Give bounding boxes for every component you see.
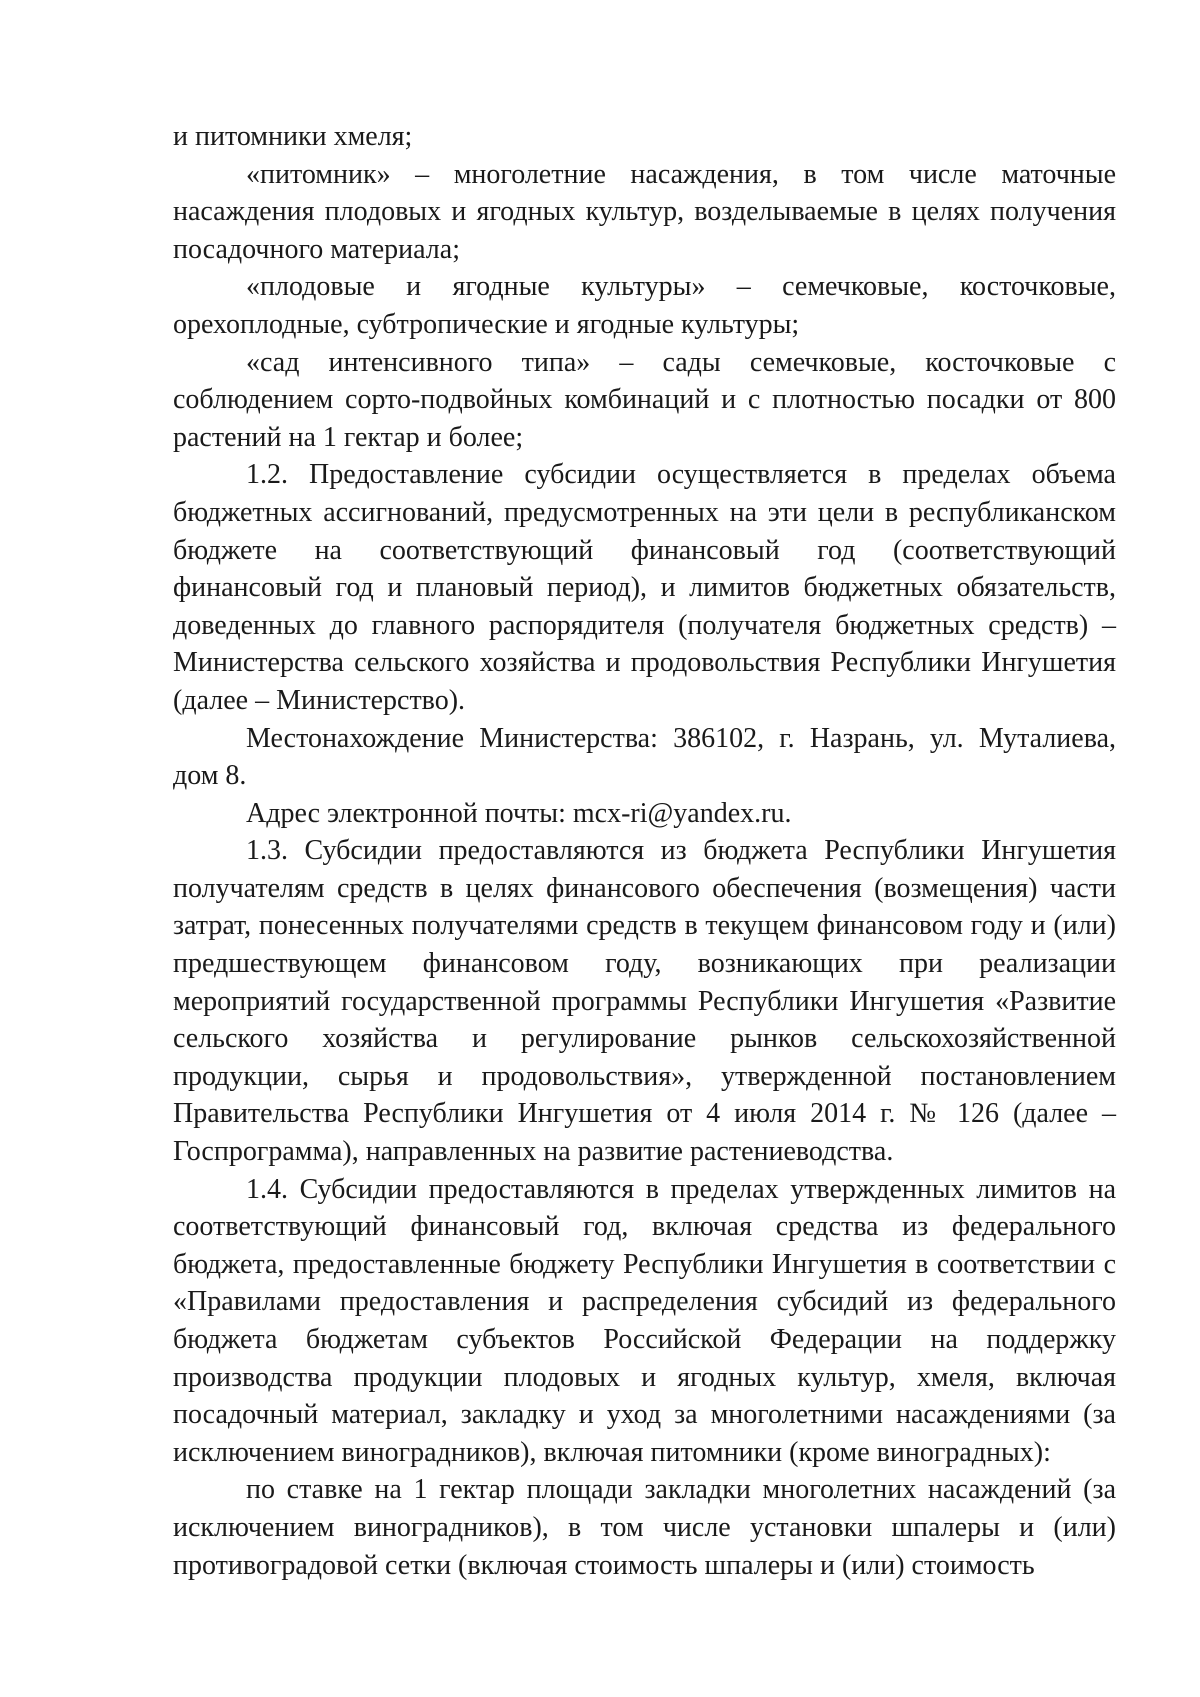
- paragraph-rate-per-hectare: по ставке на 1 гектар площади закладки многолетних насаждений (за исключением виноградников), в том числе установки шпалеры и (или) противоградовой сетки (включая стоимость шпалеры и (или) стоимость: [173, 1474, 1116, 1581]
- paragraph-section-1-4: 1.4. Субсидии предоставляются в пределах утвержденных лимитов на соответствующий финансовый год, включая средства из федерального бюджета, предоставленные бюджету Республики Ингушетия в соответствии с «Правилами предоставления и распределения субсидий из федерального бюджета бюджетам субъектов Российской Федерации на поддержку производства продукции плодовых и ягодных культур, хмеля, включая посадочный материал, закладку и уход за многолетними насаждениями (за исключением виноградников), включая питомники (кроме виноградных):: [173, 1173, 1116, 1468]
- paragraph-hop-nurseries: и питомники хмеля;: [173, 121, 413, 152]
- paragraph-section-1-2: 1.2. Предоставление субсидии осуществляется в пределах объема бюджетных ассигнований, предусмотренных на эти цели в республиканском бюджете на соответствующий финансовый год (соответствующий финансовый год и плановый период), и лимитов бюджетных обязательств, доведенных до главного распорядителя (получателя бюджетных средств) – Министерства сельского хозяйства и продовольствия Республики Ингушетия (далее – Министерство).: [173, 459, 1116, 716]
- paragraph-ministry-location: Местонахождение Министерства: 386102, г. Назрань, ул. Муталиева, дом 8.: [173, 722, 1116, 792]
- document-body: [173, 118, 1116, 1584]
- paragraph-definition-fruit-berry-crops: «плодовые и ягодные культуры» – семечковые, косточковые, орехоплодные, субтропические и ягодные культуры;: [173, 271, 1116, 340]
- paragraph-ministry-email: Адрес электронной почты: mcx-ri@yandex.ru.: [246, 797, 792, 829]
- paragraph-definition-intensive-orchard: «сад интенсивного типа» – сады семечковые, косточковые с соблюдением сорто-подвойных комбинаций и с плотностью посадки от 800 растений на 1 гектар и более;: [173, 346, 1116, 453]
- paragraph-definition-nursery: «питомник» – многолетние насаждения, в том числе маточные насаждения плодовых и ягодных культур, возделываемые в целях получения посадочного материала;: [173, 158, 1116, 265]
- paragraph-section-1-3: 1.3. Субсидии предоставляются из бюджета Республики Ингушетия получателям средств в целях финансового обеспечения (возмещения) части затрат, понесенных получателями средств в текущем финансовом году и (или) предшествующем финансовом году, возникающих при реализации мероприятий государственной программы Республики Ингушетия «Развитие сельского хозяйства и регулирование рынков сельскохозяйственной продукции, сырья и продовольствия», утвержденной постановлением Правительства Республики Ингушетия от 4 июля 2014 г. № 126 (далее – Госпрограмма), направленных на развитие растениеводства.: [173, 835, 1116, 1168]
